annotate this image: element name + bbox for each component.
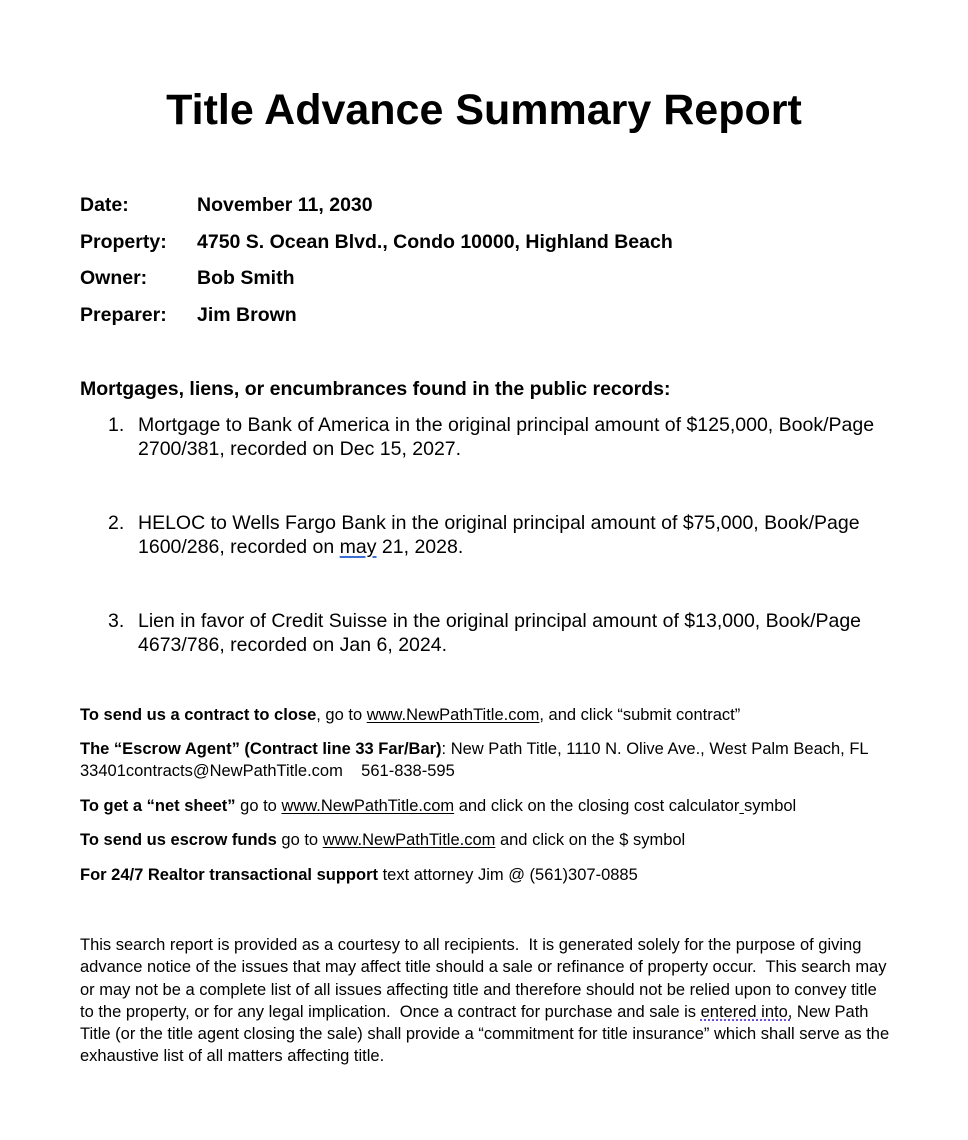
list-item-number: 3. bbox=[108, 610, 125, 632]
encumbrances-heading: Mortgages, liens, or encumbrances found in the public records: bbox=[80, 378, 671, 400]
grammar-flagged-word[interactable]: may bbox=[339, 536, 377, 558]
net-sheet-bold: To get a “net sheet” bbox=[80, 796, 236, 815]
property-label: Property: bbox=[80, 230, 167, 253]
owner-label: Owner: bbox=[80, 267, 148, 290]
list-item-text bbox=[138, 511, 890, 559]
contract-instruction bbox=[80, 704, 880, 726]
preparer-row bbox=[80, 303, 673, 327]
escrow-funds-text: go to bbox=[276, 831, 323, 850]
support-info bbox=[80, 864, 880, 886]
website-link[interactable]: www.NewPathTitle.com bbox=[322, 831, 496, 850]
report-metadata bbox=[80, 193, 673, 339]
disclaimer-text-before: This search report is provided as a courtesy to all recipients. It is generated solely for the purpose of giving advance notice of the issues that may affect title should a sale or refinance of property occur. This search may or may not be a complete list of all issues affecting title and therefore should not be relied upon to convey title to the property, or for any legal implication. Once a contract for purchase and sale is bbox=[80, 936, 892, 1021]
owner-row bbox=[80, 266, 673, 290]
escrow-agent-text: : New Path Title, 1110 N. Olive Ave., West Palm Beach, FL 33401contracts@NewPathTitle.com 561-838-595 bbox=[80, 740, 873, 781]
list-item-number: 2. bbox=[108, 512, 125, 534]
encumbrances-list bbox=[80, 413, 890, 707]
list-item-text-after: 21, 2028. bbox=[376, 536, 464, 558]
net-sheet-tail: symbol bbox=[743, 796, 797, 815]
owner-value: Bob Smith bbox=[197, 267, 295, 290]
list-item bbox=[80, 609, 890, 657]
escrow-agent-info bbox=[80, 738, 880, 782]
net-sheet-text: go to bbox=[235, 796, 282, 815]
escrow-funds-tail: and click on the $ symbol bbox=[495, 831, 686, 850]
escrow-funds-bold: To send us escrow funds bbox=[80, 831, 277, 850]
list-item bbox=[80, 511, 890, 559]
list-item bbox=[80, 413, 890, 461]
date-row bbox=[80, 193, 673, 217]
disclaimer-text-after: New Path Title (or the title agent closing the sale) shall provide a “commitment for title insurance” which shall serve as the exhaustive list of all matters affecting title. bbox=[80, 1002, 894, 1066]
date-label: Date: bbox=[80, 194, 129, 216]
support-bold: For 24/7 Realtor transactional support bbox=[80, 865, 378, 884]
date-value: November 11, 2030 bbox=[197, 194, 373, 216]
list-item-number: 1. bbox=[108, 414, 125, 436]
preparer-label: Preparer: bbox=[80, 303, 167, 326]
property-value: 4750 S. Ocean Blvd., Condo 10000, Highland Beach bbox=[197, 230, 673, 253]
website-link[interactable]: www.NewPathTitle.com bbox=[281, 796, 455, 815]
list-item-text: Mortgage to Bank of America in the original principal amount of $125,000, Book/Page 2700/381, recorded on Dec 15, 2027. bbox=[138, 414, 875, 460]
escrow-agent-bold: The “Escrow Agent” (Contract line 33 Far/Bar) bbox=[80, 740, 442, 759]
contract-instruction-bold: To send us a contract to close bbox=[80, 706, 317, 724]
list-item-text: Lien in favor of Credit Suisse in the original principal amount of $13,000, Book/Page 4673/786, recorded on Jan 6, 2024. bbox=[138, 610, 862, 656]
list-item-text-before: HELOC to Wells Fargo Bank in the original principal amount of $75,000, Book/Page 1600/286, recorded on bbox=[138, 512, 860, 558]
property-row bbox=[80, 230, 673, 254]
contract-instruction-text: , go to bbox=[316, 706, 367, 724]
contact-info bbox=[80, 704, 880, 898]
website-link[interactable]: www.NewPathTitle.com bbox=[366, 706, 540, 724]
preparer-value: Jim Brown bbox=[197, 303, 297, 326]
disclaimer bbox=[80, 934, 895, 1068]
escrow-funds-instruction bbox=[80, 829, 880, 851]
net-sheet-mid: and click on the closing cost calculator bbox=[454, 796, 740, 815]
grammar-flagged-phrase[interactable]: entered into, bbox=[700, 1002, 793, 1021]
contract-instruction-tail: , and click “submit contract” bbox=[539, 706, 741, 724]
page-title: Title Advance Summary Report bbox=[166, 86, 802, 134]
net-sheet-instruction bbox=[80, 795, 880, 817]
support-text: text attorney Jim @ (561)307-0885 bbox=[377, 865, 638, 884]
